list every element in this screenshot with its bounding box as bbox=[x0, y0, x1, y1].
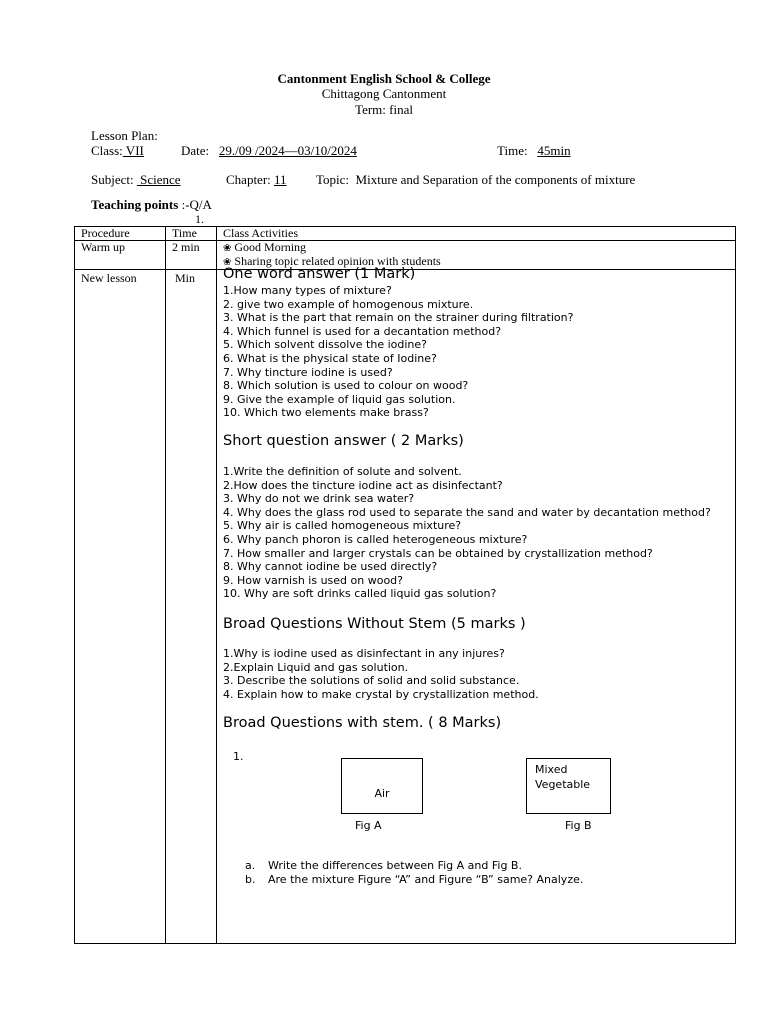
question-item: 8. Which solution is used to colour on wood? bbox=[223, 379, 469, 393]
short-questions bbox=[223, 465, 711, 601]
fig-b-label: Fig B bbox=[565, 819, 592, 832]
one-word-heading: One word answer (1 Mark) bbox=[223, 266, 416, 282]
fig-b-content-2: Vegetable bbox=[535, 778, 591, 791]
question-item: 2.Explain Liquid and gas solution. bbox=[223, 660, 409, 674]
topic-field bbox=[316, 172, 635, 188]
question-item: 1.Write the definition of solute and solvent. bbox=[223, 465, 462, 478]
broad-no-stem-heading: Broad Questions Without Stem (5 marks ) bbox=[223, 616, 526, 632]
question-item: 4. Which funnel is used for a decantation method? bbox=[223, 324, 502, 338]
subject-field bbox=[91, 172, 181, 188]
class-label: Class: bbox=[91, 143, 123, 158]
chapter-field bbox=[226, 172, 287, 188]
school-name: Cantonment English School & College bbox=[277, 71, 491, 86]
one-word-questions bbox=[223, 284, 573, 420]
chapter-value: 11 bbox=[274, 172, 287, 187]
question-item: 6. Why panch phoron is called heterogeneous mixture? bbox=[223, 532, 528, 546]
question-item: 2.How does the tincture iodine act as disinfectant? bbox=[223, 478, 503, 492]
sub-question-text: Write the differences between Fig A and Fig B. bbox=[268, 859, 522, 872]
header-time: Time bbox=[166, 227, 217, 241]
question-item: 3. What is the part that remain on the strainer during filtration? bbox=[223, 311, 574, 325]
subject-label: Subject: bbox=[91, 172, 134, 187]
bullet-icon: ❀ bbox=[223, 257, 232, 268]
question-item: 9. Give the example of liquid gas solution. bbox=[223, 392, 456, 406]
broad-stem-item-number: 1. bbox=[233, 750, 244, 763]
teaching-points bbox=[91, 197, 212, 213]
question-item: 10. Why are soft drinks called liquid gas solution? bbox=[223, 587, 497, 601]
question-item: 3. Why do not we drink sea water? bbox=[223, 492, 415, 506]
question-item: 9. How varnish is used on wood? bbox=[223, 573, 404, 587]
question-item: 4. Why does the glass rod used to separate the sand and water by decantation method? bbox=[223, 505, 711, 519]
question-item: 8. Why cannot iodine be used directly? bbox=[223, 560, 438, 574]
question-item: 1.Why is iodine used as disinfectant in any injures? bbox=[223, 647, 505, 660]
list-number: 1. bbox=[195, 212, 204, 226]
fig-a-content: Air bbox=[374, 787, 390, 800]
warmup-activity: ❀ Good Morning bbox=[223, 240, 307, 254]
topic-value: Mixture and Separation of the components of mixture bbox=[355, 172, 636, 187]
broad-stem-heading: Broad Questions with stem. ( 8 Marks) bbox=[223, 715, 502, 731]
warmup-procedure: Warm up bbox=[75, 241, 166, 270]
header-procedure: Procedure bbox=[75, 227, 166, 241]
fig-b-box bbox=[526, 758, 611, 814]
table-header-row bbox=[75, 227, 736, 241]
chapter-label: Chapter: bbox=[226, 172, 271, 187]
class-value: VII bbox=[122, 143, 144, 158]
header-activities: Class Activities bbox=[217, 227, 736, 241]
question-item: 6. What is the physical state of Iodine? bbox=[223, 351, 437, 365]
broad-no-stem-questions bbox=[223, 647, 539, 701]
fig-b-content-1: Mixed bbox=[535, 763, 568, 776]
question-item: 5. Why air is called homogeneous mixture? bbox=[223, 519, 462, 533]
date-value: 29./09 /2024—03/10/2024 bbox=[218, 143, 357, 158]
fig-a-label: Fig A bbox=[355, 819, 382, 832]
bullet-icon: ❀ bbox=[223, 243, 232, 254]
fig-a-box bbox=[341, 758, 423, 814]
lesson-plan-label: Lesson Plan: bbox=[91, 128, 158, 143]
sub-question-marker: b. bbox=[245, 873, 256, 886]
question-item: 2. give two example of homogenous mixture. bbox=[223, 297, 474, 311]
question-item: 5. Which solvent dissolve the iodine? bbox=[223, 338, 427, 352]
topic-label: Topic: bbox=[316, 172, 350, 187]
question-item: 7. Why tincture iodine is used? bbox=[223, 365, 393, 379]
question-item: 3. Describe the solutions of solid and solid substance. bbox=[223, 674, 520, 688]
question-item: 7. How smaller and larger crystals can be obtained by crystallization method? bbox=[223, 546, 653, 560]
class-field bbox=[91, 143, 144, 159]
sub-question-text: Are the mixture Figure “A” and Figure “B” same? Analyze. bbox=[268, 873, 584, 886]
term: Term: final bbox=[355, 102, 413, 117]
time-field bbox=[497, 143, 571, 159]
new-lesson-procedure: New lesson bbox=[75, 270, 166, 944]
question-item: 4. Explain how to make crystal by crystallization method. bbox=[223, 687, 539, 701]
warmup-activity: ❀ Sharing topic related opinion with students bbox=[223, 254, 441, 268]
question-item: 1.How many types of mixture? bbox=[223, 284, 392, 297]
teaching-points-value: :-Q/A bbox=[181, 197, 212, 212]
time-label: Time: bbox=[497, 143, 528, 158]
teaching-points-label: Teaching points bbox=[91, 197, 179, 212]
time-value: 45min bbox=[537, 143, 571, 158]
new-lesson-time: Min bbox=[166, 270, 217, 944]
date-field bbox=[181, 143, 357, 159]
question-item: 10. Which two elements make brass? bbox=[223, 406, 429, 420]
subject-value: Science bbox=[136, 172, 181, 187]
school-location: Chittagong Cantonment bbox=[321, 86, 447, 101]
sub-question-marker: a. bbox=[245, 859, 256, 872]
date-label: Date: bbox=[181, 143, 210, 158]
short-heading: Short question answer ( 2 Marks) bbox=[223, 433, 464, 449]
warmup-time: 2 min bbox=[166, 241, 217, 270]
